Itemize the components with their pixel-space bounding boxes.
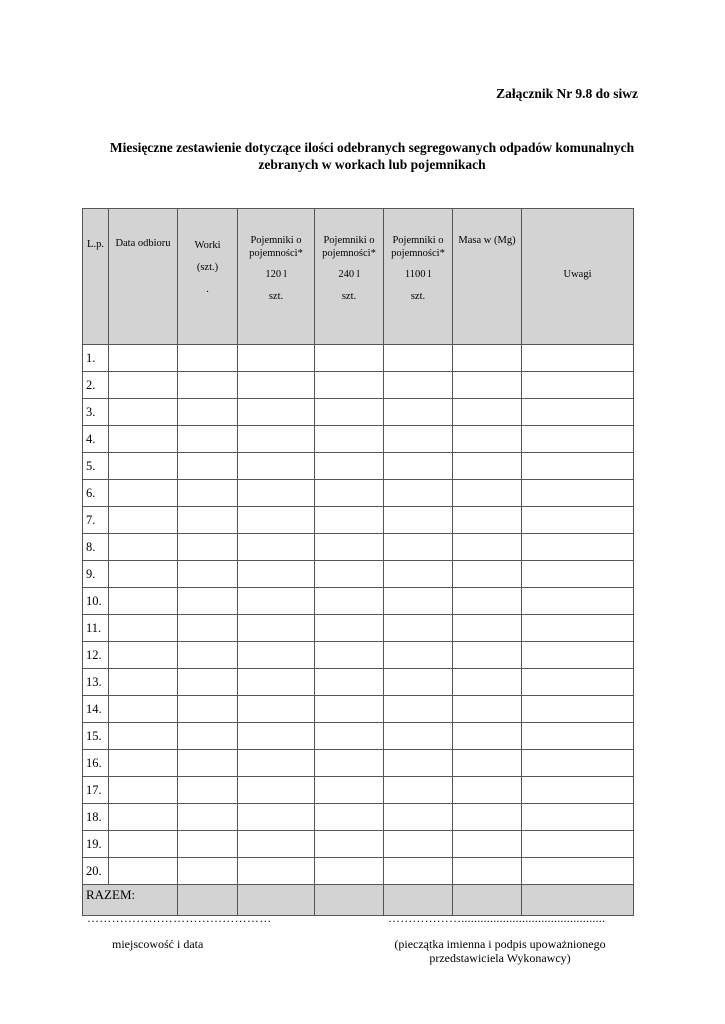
entry-cell[interactable] xyxy=(384,588,453,615)
signature-label-line-2: przedstawiciela Wykonawcy) xyxy=(429,951,571,965)
entry-cell[interactable] xyxy=(384,696,453,723)
entry-cell[interactable] xyxy=(238,372,315,399)
entry-cell[interactable] xyxy=(453,345,522,372)
entry-cell[interactable] xyxy=(453,588,522,615)
entry-cell[interactable] xyxy=(522,669,634,696)
entry-cell[interactable] xyxy=(178,804,238,831)
signature-line: ………………............................................. xyxy=(388,911,606,925)
entry-cell[interactable] xyxy=(178,507,238,534)
entry-cell[interactable] xyxy=(109,588,178,615)
entry-cell[interactable] xyxy=(238,426,315,453)
entry-cell[interactable] xyxy=(315,777,384,804)
entry-cell[interactable] xyxy=(238,750,315,777)
row-number: 11. xyxy=(83,615,109,642)
table-row xyxy=(83,750,634,777)
entry-cell[interactable] xyxy=(238,615,315,642)
entry-cell[interactable] xyxy=(384,615,453,642)
table-row xyxy=(83,777,634,804)
entry-cell[interactable] xyxy=(453,426,522,453)
entry-cell[interactable] xyxy=(238,831,315,858)
row-number: 18. xyxy=(83,804,109,831)
table-body xyxy=(83,345,634,916)
entry-cell[interactable] xyxy=(238,345,315,372)
table-row xyxy=(83,615,634,642)
table-row xyxy=(83,669,634,696)
entry-cell[interactable] xyxy=(315,642,384,669)
entry-cell[interactable] xyxy=(384,399,453,426)
row-number: 4. xyxy=(83,426,109,453)
header-cap-unit: szt. xyxy=(410,291,426,302)
entry-cell[interactable] xyxy=(109,426,178,453)
entry-cell[interactable] xyxy=(178,642,238,669)
entry-cell[interactable] xyxy=(453,561,522,588)
signature-label xyxy=(360,937,640,965)
table-row xyxy=(83,399,634,426)
entry-cell[interactable] xyxy=(178,588,238,615)
table-row xyxy=(83,372,634,399)
table-row xyxy=(83,696,634,723)
entry-cell[interactable] xyxy=(522,696,634,723)
entry-cell[interactable] xyxy=(315,588,384,615)
header-cap-label-2: pojemności* xyxy=(249,248,303,259)
entry-cell[interactable] xyxy=(522,372,634,399)
entry-cell[interactable] xyxy=(238,696,315,723)
entry-cell[interactable] xyxy=(315,480,384,507)
entry-cell[interactable] xyxy=(453,669,522,696)
entry-cell[interactable] xyxy=(178,696,238,723)
entry-cell[interactable] xyxy=(109,723,178,750)
entry-cell[interactable] xyxy=(109,480,178,507)
entry-cell[interactable] xyxy=(522,507,634,534)
entry-cell[interactable] xyxy=(384,480,453,507)
header-uwagi: Uwagi xyxy=(522,209,634,345)
entry-cell[interactable] xyxy=(384,804,453,831)
entry-cell[interactable] xyxy=(384,426,453,453)
entry-cell[interactable] xyxy=(178,426,238,453)
entry-cell[interactable] xyxy=(315,372,384,399)
entry-cell[interactable] xyxy=(522,750,634,777)
entry-cell[interactable] xyxy=(178,399,238,426)
row-number: 3. xyxy=(83,399,109,426)
entry-cell[interactable] xyxy=(384,534,453,561)
entry-cell[interactable] xyxy=(522,831,634,858)
document-title xyxy=(82,139,662,173)
entry-cell[interactable] xyxy=(315,804,384,831)
entry-cell[interactable] xyxy=(315,696,384,723)
header-cap-volume: 1100 l xyxy=(404,269,432,280)
entry-cell[interactable] xyxy=(238,858,315,885)
entry-cell[interactable] xyxy=(384,723,453,750)
entry-cell[interactable] xyxy=(453,615,522,642)
entry-cell[interactable] xyxy=(109,507,178,534)
header-cap-unit: szt. xyxy=(341,291,357,302)
table-row xyxy=(83,642,634,669)
entry-cell[interactable] xyxy=(238,561,315,588)
entry-cell[interactable] xyxy=(178,372,238,399)
entry-cell[interactable] xyxy=(109,534,178,561)
entry-cell[interactable] xyxy=(109,831,178,858)
entry-cell[interactable] xyxy=(453,534,522,561)
entry-cell[interactable] xyxy=(109,669,178,696)
entry-cell[interactable] xyxy=(238,480,315,507)
table-header-row xyxy=(83,209,634,345)
row-number: 15. xyxy=(83,723,109,750)
header-worki xyxy=(178,209,238,345)
table-row xyxy=(83,453,634,480)
row-number: 1. xyxy=(83,345,109,372)
entry-cell[interactable] xyxy=(238,669,315,696)
entry-cell[interactable] xyxy=(178,750,238,777)
entry-cell[interactable] xyxy=(522,345,634,372)
header-cap-label-2: pojemności* xyxy=(322,248,376,259)
entry-cell[interactable] xyxy=(315,723,384,750)
header-date: Data odbioru xyxy=(109,209,178,345)
header-cap-unit: szt. xyxy=(268,291,284,302)
row-number: 14. xyxy=(83,696,109,723)
entry-cell[interactable] xyxy=(384,561,453,588)
entry-cell[interactable] xyxy=(178,480,238,507)
entry-cell[interactable] xyxy=(315,669,384,696)
entry-cell[interactable] xyxy=(384,858,453,885)
header-worki-dot: . xyxy=(206,284,209,295)
header-worki-label: Worki xyxy=(194,240,221,251)
row-number: 17. xyxy=(83,777,109,804)
header-masa: Masa w (Mg) xyxy=(453,209,522,345)
entry-cell[interactable] xyxy=(522,561,634,588)
entry-cell[interactable] xyxy=(315,750,384,777)
entry-cell[interactable] xyxy=(109,372,178,399)
entry-cell[interactable] xyxy=(238,588,315,615)
table-row xyxy=(83,507,634,534)
entry-cell[interactable] xyxy=(178,723,238,750)
entry-cell[interactable] xyxy=(238,399,315,426)
waste-collection-table xyxy=(82,208,634,916)
total-cell[interactable] xyxy=(315,885,384,916)
entry-cell[interactable] xyxy=(384,507,453,534)
row-number: 2. xyxy=(83,372,109,399)
place-date-label: miejscowość i data xyxy=(112,937,204,951)
entry-cell[interactable] xyxy=(178,345,238,372)
table-row xyxy=(83,588,634,615)
row-number: 13. xyxy=(83,669,109,696)
row-number: 16. xyxy=(83,750,109,777)
entry-cell[interactable] xyxy=(384,345,453,372)
table-row xyxy=(83,534,634,561)
entry-cell[interactable] xyxy=(522,777,634,804)
entry-cell[interactable] xyxy=(453,453,522,480)
header-cap-label-2: pojemności* xyxy=(391,248,445,259)
entry-cell[interactable] xyxy=(109,453,178,480)
title-line-1: Miesięczne zestawienie dotyczące ilości odebranych segregowanych odpadów komunalnych xyxy=(109,140,635,155)
header-cap-240 xyxy=(315,209,384,345)
row-number: 19. xyxy=(83,831,109,858)
entry-cell[interactable] xyxy=(384,831,453,858)
entry-cell[interactable] xyxy=(178,534,238,561)
entry-cell[interactable] xyxy=(109,750,178,777)
entry-cell[interactable] xyxy=(315,399,384,426)
entry-cell[interactable] xyxy=(109,642,178,669)
entry-cell[interactable] xyxy=(109,399,178,426)
entry-cell[interactable] xyxy=(178,831,238,858)
header-cap-volume: 120 l xyxy=(265,269,287,280)
entry-cell[interactable] xyxy=(109,858,178,885)
entry-cell[interactable] xyxy=(238,507,315,534)
row-number: 9. xyxy=(83,561,109,588)
entry-cell[interactable] xyxy=(178,669,238,696)
entry-cell[interactable] xyxy=(238,804,315,831)
entry-cell[interactable] xyxy=(453,804,522,831)
table-row xyxy=(83,480,634,507)
entry-cell[interactable] xyxy=(522,642,634,669)
row-number: 8. xyxy=(83,534,109,561)
entry-cell[interactable] xyxy=(453,831,522,858)
entry-cell[interactable] xyxy=(109,777,178,804)
entry-cell[interactable] xyxy=(178,615,238,642)
entry-cell[interactable] xyxy=(384,642,453,669)
entry-cell[interactable] xyxy=(384,669,453,696)
header-cap-volume: 240 l xyxy=(338,269,360,280)
entry-cell[interactable] xyxy=(453,777,522,804)
entry-cell[interactable] xyxy=(522,399,634,426)
entry-cell[interactable] xyxy=(315,534,384,561)
place-date-line: ……………………………………… xyxy=(87,911,272,925)
entry-cell[interactable] xyxy=(238,777,315,804)
row-number: 20. xyxy=(83,858,109,885)
entry-cell[interactable] xyxy=(453,858,522,885)
entry-cell[interactable] xyxy=(178,858,238,885)
table-row xyxy=(83,345,634,372)
entry-cell[interactable] xyxy=(522,858,634,885)
entry-cell[interactable] xyxy=(178,561,238,588)
entry-cell[interactable] xyxy=(522,615,634,642)
entry-cell[interactable] xyxy=(384,372,453,399)
header-cap-label-1: Pojemniki o xyxy=(250,235,302,246)
entry-cell[interactable] xyxy=(109,696,178,723)
row-number: 10. xyxy=(83,588,109,615)
entry-cell[interactable] xyxy=(315,831,384,858)
header-cap-label-1: Pojemniki o xyxy=(323,235,375,246)
table-row xyxy=(83,723,634,750)
entry-cell[interactable] xyxy=(315,453,384,480)
header-cap-label-1: Pojemniki o xyxy=(392,235,444,246)
entry-cell[interactable] xyxy=(315,858,384,885)
table-row xyxy=(83,426,634,453)
entry-cell[interactable] xyxy=(178,453,238,480)
entry-cell[interactable] xyxy=(315,561,384,588)
entry-cell[interactable] xyxy=(109,615,178,642)
entry-cell[interactable] xyxy=(178,777,238,804)
entry-cell[interactable] xyxy=(453,399,522,426)
entry-cell[interactable] xyxy=(522,426,634,453)
entry-cell[interactable] xyxy=(522,804,634,831)
title-line-2: zebranych w workach lub pojemnikach xyxy=(258,157,486,172)
entry-cell[interactable] xyxy=(453,750,522,777)
entry-cell[interactable] xyxy=(453,480,522,507)
entry-cell[interactable] xyxy=(522,453,634,480)
entry-cell[interactable] xyxy=(522,480,634,507)
entry-cell[interactable] xyxy=(315,507,384,534)
header-lp: L.p. xyxy=(83,209,109,345)
table-row xyxy=(83,858,634,885)
header-cap-120 xyxy=(238,209,315,345)
entry-cell[interactable] xyxy=(315,345,384,372)
table-row xyxy=(83,561,634,588)
row-number: 5. xyxy=(83,453,109,480)
header-cap-1100 xyxy=(384,209,453,345)
entry-cell[interactable] xyxy=(109,804,178,831)
entry-cell[interactable] xyxy=(522,534,634,561)
entry-cell[interactable] xyxy=(238,453,315,480)
total-label: RAZEM: xyxy=(83,885,178,916)
entry-cell[interactable] xyxy=(453,723,522,750)
entry-cell[interactable] xyxy=(238,534,315,561)
table-row xyxy=(83,831,634,858)
entry-cell[interactable] xyxy=(109,345,178,372)
row-number: 12. xyxy=(83,642,109,669)
entry-cell[interactable] xyxy=(453,696,522,723)
table-row xyxy=(83,804,634,831)
entry-cell[interactable] xyxy=(238,723,315,750)
entry-cell[interactable] xyxy=(238,642,315,669)
row-number: 6. xyxy=(83,480,109,507)
row-number: 7. xyxy=(83,507,109,534)
entry-cell[interactable] xyxy=(384,453,453,480)
entry-cell[interactable] xyxy=(109,561,178,588)
entry-cell[interactable] xyxy=(315,615,384,642)
header-worki-unit: (szt.) xyxy=(196,262,219,273)
entry-cell[interactable] xyxy=(453,507,522,534)
entry-cell[interactable] xyxy=(453,642,522,669)
entry-cell[interactable] xyxy=(522,588,634,615)
entry-cell[interactable] xyxy=(384,777,453,804)
signature-label-line-1: (pieczątka imienna i podpis upoważnionego xyxy=(394,937,606,951)
entry-cell[interactable] xyxy=(453,372,522,399)
entry-cell[interactable] xyxy=(315,426,384,453)
entry-cell[interactable] xyxy=(384,750,453,777)
entry-cell[interactable] xyxy=(522,723,634,750)
annex-label: Załącznik Nr 9.8 do siwz xyxy=(496,86,638,101)
